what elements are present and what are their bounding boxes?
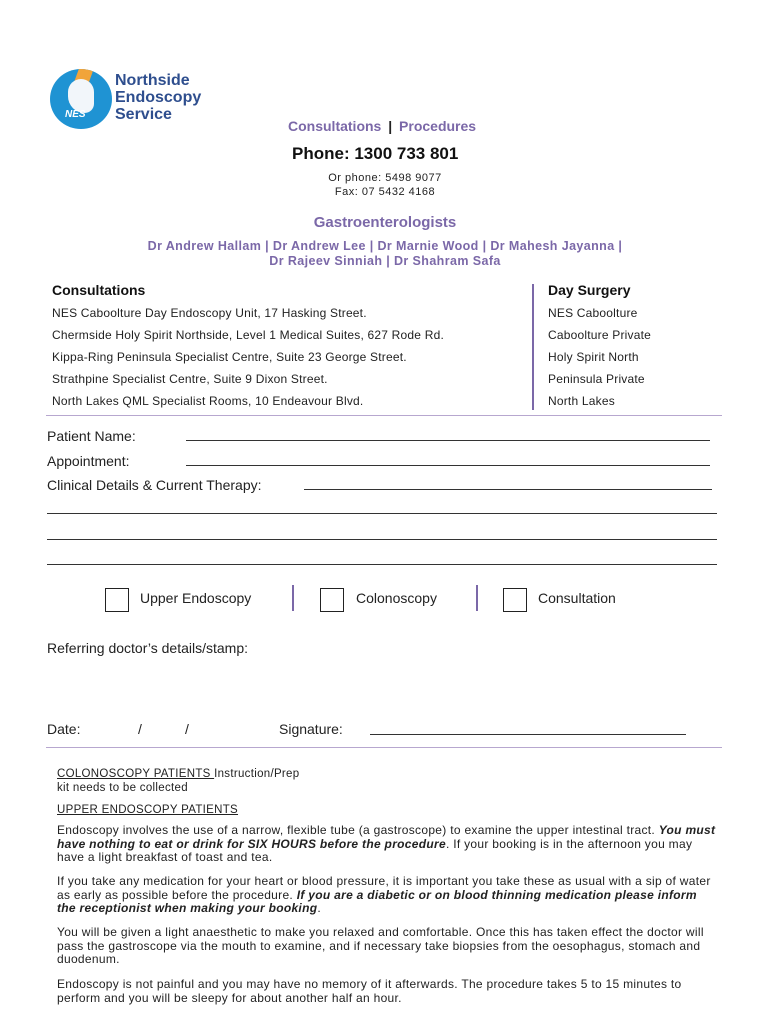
brand-name [115, 72, 201, 123]
section-title: Gastroenterologists [313, 214, 457, 231]
colonoscopy-instructions [57, 768, 299, 781]
doctors-line-1: Dr Andrew Hallam | Dr Andrew Lee | Dr Marnie Wood | Dr Mahesh Jayanna | [147, 239, 623, 253]
consult-location: Strathpine Specialist Centre, Suite 9 Dixon Street. [52, 372, 328, 386]
section-divider [46, 415, 722, 416]
clinical-details-line[interactable] [47, 513, 717, 514]
nav-consultations: Consultations [288, 118, 382, 134]
instruction-paragraph-4: Endoscopy is not painful and you may have no memory of it afterwards. The procedure takes 5 to 15 minutes to perform and you will be sleepy for about another half an hour. [57, 977, 682, 1005]
instruction-paragraph-2 [57, 875, 717, 916]
appointment-label: Appointment: [47, 453, 130, 469]
day-surgery-location: NES Caboolture [548, 306, 638, 320]
instruction-paragraph-1 [57, 824, 717, 865]
date-slash: / [138, 721, 142, 737]
section-divider [46, 747, 722, 748]
brand-line-2: Endoscopy [115, 89, 202, 106]
nes-logo [50, 69, 112, 129]
p2-emphasis: If you are a diabetic or on blood thinning medication please inform the receptionist when making your booking [57, 887, 697, 915]
colonoscopy-heading: COLONOSCOPY PATIENTS [57, 768, 215, 780]
brand-line-3: Service [115, 106, 172, 123]
patient-name-line[interactable] [186, 440, 710, 441]
instruction-paragraph-3: You will be given a light anaesthetic to make you relaxed and comfortable. Once this has taken effect the doctor will pass the gastroscope via the mouth to examine, and if necessary take biopsies from the oesophagus, stomach and duodenum. [57, 925, 704, 966]
signature-label: Signature: [279, 721, 343, 737]
upper-endoscopy-heading: UPPER ENDOSCOPY PATIENTS [57, 804, 239, 816]
referring-doctor-label: Referring doctor’s details/stamp: [47, 640, 249, 656]
colonoscopy-checkbox[interactable] [320, 588, 344, 612]
fax-number: Fax: 07 5432 4168 [334, 186, 436, 198]
clinical-details-label: Clinical Details & Current Therapy: [47, 477, 262, 493]
day-surgery-location: Holy Spirit North [548, 350, 639, 364]
doctors-line-2: Dr Rajeev Sinniah | Dr Shahram Safa [269, 254, 501, 268]
consultation-checkbox[interactable] [503, 588, 527, 612]
nav-procedures: Procedures [399, 118, 477, 134]
nav-separator: | [388, 118, 393, 134]
colonoscopy-text: Instruction/Prep [214, 768, 300, 780]
consultations-title: Consultations [52, 282, 146, 298]
p1-emphasis: You must have nothing to eat or drink for SIX HOURS before the procedure [57, 823, 716, 851]
signature-line[interactable] [370, 734, 686, 735]
option-divider [292, 585, 294, 611]
option-divider [476, 585, 478, 611]
logo-body-shape [68, 79, 94, 113]
consult-location: Kippa-Ring Peninsula Specialist Centre, Suite 23 George Street. [52, 350, 407, 364]
appointment-line[interactable] [186, 465, 710, 466]
phone-number: Phone: 1300 733 801 [292, 144, 459, 163]
upper-endoscopy-label: Upper Endoscopy [140, 590, 252, 606]
p1-text: Endoscopy involves the use of a narrow, flexible tube (a gastroscope) to examine the upper intestinal tract. [57, 823, 659, 837]
clinical-details-line[interactable] [304, 489, 712, 490]
day-surgery-location: Peninsula Private [548, 372, 645, 386]
column-divider [532, 284, 534, 410]
brand-line-1: Northside [115, 72, 190, 89]
consult-location: North Lakes QML Specialist Rooms, 10 Endeavour Blvd. [52, 394, 364, 408]
upper-endoscopy-checkbox[interactable] [105, 588, 129, 612]
day-surgery-title: Day Surgery [548, 282, 631, 298]
clinical-details-line[interactable] [47, 539, 717, 540]
header-nav [288, 118, 476, 134]
consult-location: NES Caboolture Day Endoscopy Unit, 17 Hasking Street. [52, 306, 367, 320]
day-surgery-location: North Lakes [548, 394, 615, 408]
clinical-details-line[interactable] [47, 564, 717, 565]
p1-text-end: . If your booking is in the afternoon you may have a light breakfast of toast and tea. [57, 836, 693, 864]
date-label: Date: [47, 721, 81, 737]
patient-name-label: Patient Name: [47, 428, 136, 444]
date-slash: / [185, 721, 189, 737]
consultation-label: Consultation [538, 590, 616, 606]
colonoscopy-label: Colonoscopy [356, 590, 437, 606]
p2-text: If you take any medication for your heart or blood pressure, it is important you take these as usual with a sip of water as early as possible before the procedure. [57, 874, 711, 902]
day-surgery-location: Caboolture Private [548, 328, 651, 342]
colonoscopy-text-2: kit needs to be collected [57, 782, 188, 794]
logo-text: NES [65, 109, 86, 120]
p2-text-end: . [317, 901, 321, 915]
alt-phone: Or phone: 5498 9077 [328, 172, 442, 184]
consult-location: Chermside Holy Spirit Northside, Level 1 Medical Suites, 627 Rode Rd. [52, 328, 444, 342]
